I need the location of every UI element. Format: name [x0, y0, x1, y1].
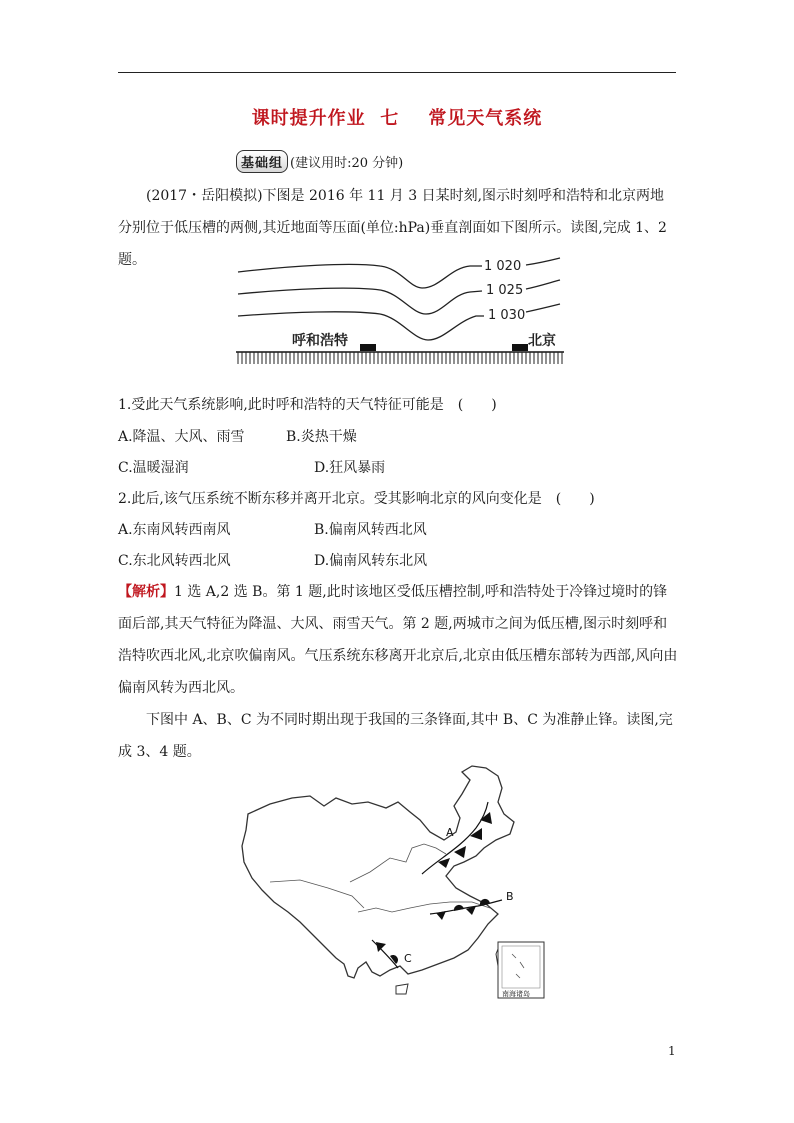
- south-china-sea-inset: [498, 942, 544, 998]
- front-c-symbols: [376, 942, 398, 964]
- yellow-river: [350, 844, 446, 882]
- isobar-label-1020: 1 020: [484, 259, 522, 274]
- analysis-label: 【解析】: [118, 584, 174, 600]
- question-2-option-b: B.偏南风转西北风: [314, 522, 427, 538]
- question-1-option-c: C.温暖湿润: [118, 460, 189, 476]
- ground-hatching: [238, 352, 562, 364]
- isobar-label-1030: 1 030: [488, 308, 526, 323]
- inset-label: 南海诸岛: [502, 990, 530, 998]
- analysis-text: 1 选 A,2 选 B。第 1 题,此时该地区受低压槽控制,呼和浩特处于冷锋过境时的锋面后部,其天气特征为降温、大风、雨雪天气。第 2 题,两城市之间为低压槽,图示时刻呼和浩特吹西北风,北京吹偏南风。气压系统东移离开北京后,北京由低压槽东部转为西部,风向由偏南风转为西北风。: [118, 584, 678, 696]
- header-rule: [118, 72, 676, 73]
- page-number: 1: [668, 1044, 676, 1058]
- title-part-2: 七: [380, 108, 400, 129]
- question-2-option-c: C.东北风转西北风: [118, 553, 231, 569]
- question-2-stem: 2.此后,该气压系统不断东移并离开北京。受其影响北京的风向变化是 ( ): [118, 491, 595, 507]
- hohhot-marker: [360, 344, 376, 351]
- title-part-1: 课时提升作业: [251, 108, 366, 129]
- section-header: [236, 150, 403, 173]
- intro-paragraph-1: (2017・岳阳模拟)下图是 2016 年 11 月 3 日某时刻,图示时刻呼和浩特和北京两地分别位于低压槽的两侧,其近地面等压面(单位:hPa)垂直剖面如下图所示。读图,完成 1、2 题。: [118, 188, 667, 268]
- section-badge: 基础组: [236, 150, 288, 173]
- city-label-hohhot: 呼和浩特: [292, 333, 348, 349]
- page-title: [0, 104, 794, 130]
- city-label-beijing: 北京: [528, 333, 556, 349]
- beijing-marker: [512, 344, 528, 351]
- question-1-option-b: B.炎热干燥: [286, 429, 357, 445]
- section-note: (建议用时:20 分钟): [290, 156, 404, 171]
- analysis-block: [118, 576, 678, 704]
- question-2-option-a: A.东南风转西南风: [118, 522, 231, 538]
- question-2-option-d: D.偏南风转东北风: [314, 553, 428, 569]
- front-c-label: C: [404, 952, 412, 965]
- question-1-stem: 1.受此天气系统影响,此时呼和浩特的天气特征可能是 ( ): [118, 397, 497, 413]
- front-a-label: A: [446, 826, 454, 839]
- title-part-3: 常见天气系统: [428, 108, 543, 129]
- isobar-profile-figure: [230, 252, 570, 376]
- tibet-border: [270, 880, 364, 908]
- front-b-label: B: [506, 890, 514, 903]
- question-1-option-a: A.降温、大风、雨雪: [118, 429, 245, 445]
- hainan-island: [396, 984, 408, 994]
- intro-paragraph-2: 下图中 A、B、C 为不同时期出现于我国的三条锋面,其中 B、C 为准静止锋。读图,完成 3、4 题。: [118, 712, 673, 760]
- china-fronts-map: [240, 762, 560, 1012]
- isobar-label-1025: 1 025: [486, 283, 524, 298]
- question-1-option-d: D.狂风暴雨: [314, 460, 386, 476]
